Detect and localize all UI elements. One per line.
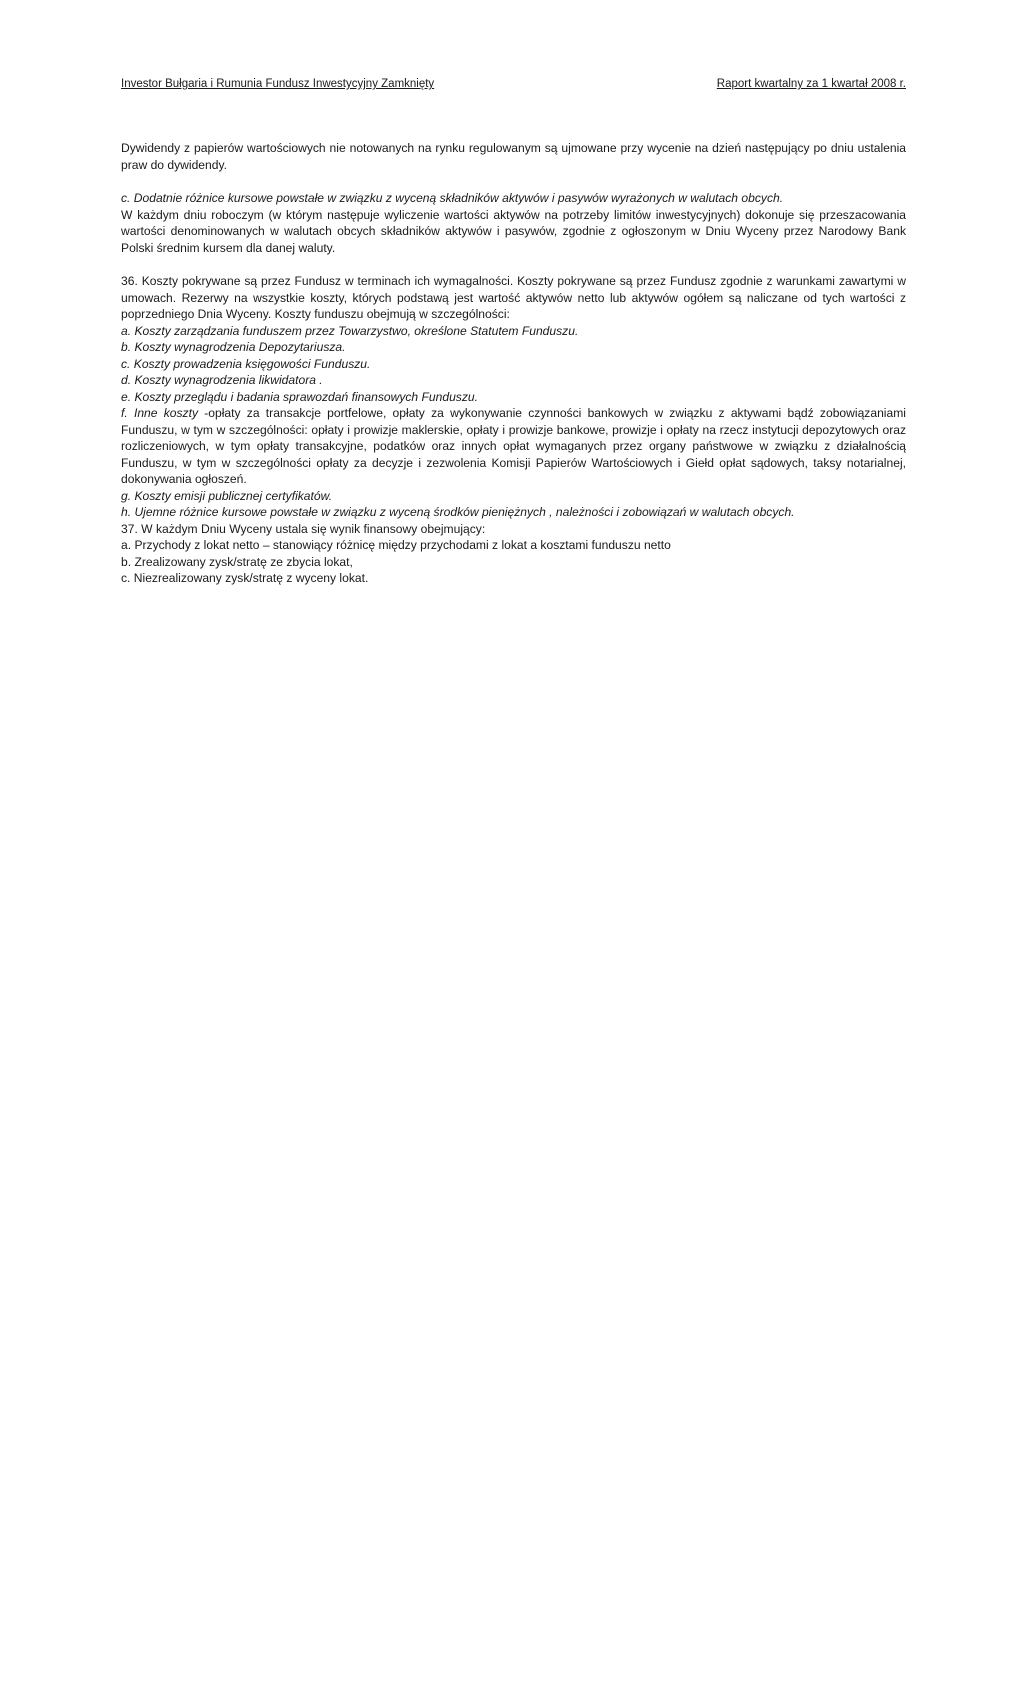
section-c-heading: c. Dodatnie różnice kursowe powstałe w związku z wyceną składników aktywów i pasywów wyrażonych w walutach obcych. xyxy=(121,191,784,205)
cost-item-a: a. Koszty zarządzania funduszem przez Towarzystwo, określone Statutem Funduszu. xyxy=(121,323,579,338)
cost-item-f-label: f. Inne koszty xyxy=(121,406,199,420)
cost-item-f xyxy=(121,405,906,488)
spacer xyxy=(121,173,906,190)
document-body xyxy=(121,140,906,587)
cost-item-g: g. Koszty emisji publicznej certyfikatów. xyxy=(121,488,333,503)
result-item-a: a. Przychody z lokat netto – stanowiący różnicę między przychodami z lokat a kosztami funduszu netto xyxy=(121,538,671,552)
paragraph-36: 36. Koszty pokrywane są przez Fundusz w terminach ich wymagalności. Koszty pokrywane są przez Fundusz zgodnie z warunkami zawartymi w umowach. Rezerwy na wszystkie koszty, których podstawą jest wartość aktywów netto lub aktywów ogółem są naliczane od tych wartości z poprzedniego Dnia Wyceny. Koszty funduszu obejmują w szczególności: xyxy=(121,274,906,321)
cost-item-c: c. Koszty prowadzenia księgowości Funduszu. xyxy=(121,356,371,371)
cost-item-b: b. Koszty wynagrodzenia Depozytariusza. xyxy=(121,340,346,354)
dividends-paragraph: Dywidendy z papierów wartościowych nie notowanych na rynku regulowanym są ujmowane przy wycenie na dzień następujący po dniu ustalenia praw do dywidendy. xyxy=(121,141,906,172)
result-item-c: c. Niezrealizowany zysk/stratę z wyceny lokat. xyxy=(121,571,369,585)
cost-item-d: d. Koszty wynagrodzenia likwidatora . xyxy=(121,373,323,387)
result-item-b: b. Zrealizowany zysk/stratę ze zbycia lokat, xyxy=(121,554,353,569)
paragraph-37: 37. W każdym Dniu Wyceny ustala się wynik finansowy obejmujący: xyxy=(121,521,486,536)
header-report-title: Raport kwartalny za 1 kwartał 2008 r. xyxy=(716,78,906,90)
cost-item-f-text: -opłaty za transakcje portfelowe, opłaty za wykonywanie czynności bankowych w związku z aktywami bądź zobowiązaniami Funduszu, w tym w szczególności: opłaty i prowizje maklerskie, opłaty i prowizje bankowe, prowizje i opłaty na rzecz instytucji depozytowych oraz rozliczeniowych, w tym opłaty transakcyjne, podatków oraz innych opłat wymaganych przez organy państwowe w związku z działalnością Funduszu, w tym w szczególności opłaty za decyzje i zezwolenia Komisji Papierów Wartościowych i Giełd opłat sądowych, taksy notarialnej, dokonywania ogłoszeń. xyxy=(121,406,906,486)
header-fund-name: Investor Bułgaria i Rumunia Fundusz Inwestycyjny Zamknięty xyxy=(121,78,435,90)
spacer xyxy=(121,256,906,273)
section-c-text: W każdym dniu roboczym (w którym następuje wyliczenie wartości aktywów na potrzeby limitów inwestycyjnych) dokonuje się przeszacowania wartości denominowanych w walutach obcych składników aktywów i pasywów, zgodnie z ogłoszonym w Dniu Wyceny przez Narodowy Bank Polski średnim kursem dla danej waluty. xyxy=(121,207,906,255)
cost-item-h: h. Ujemne różnice kursowe powstałe w związku z wyceną środków pieniężnych , należności i zobowiązań w walutach obcych. xyxy=(121,505,795,519)
cost-item-e: e. Koszty przeglądu i badania sprawozdań finansowych Funduszu. xyxy=(121,389,478,404)
